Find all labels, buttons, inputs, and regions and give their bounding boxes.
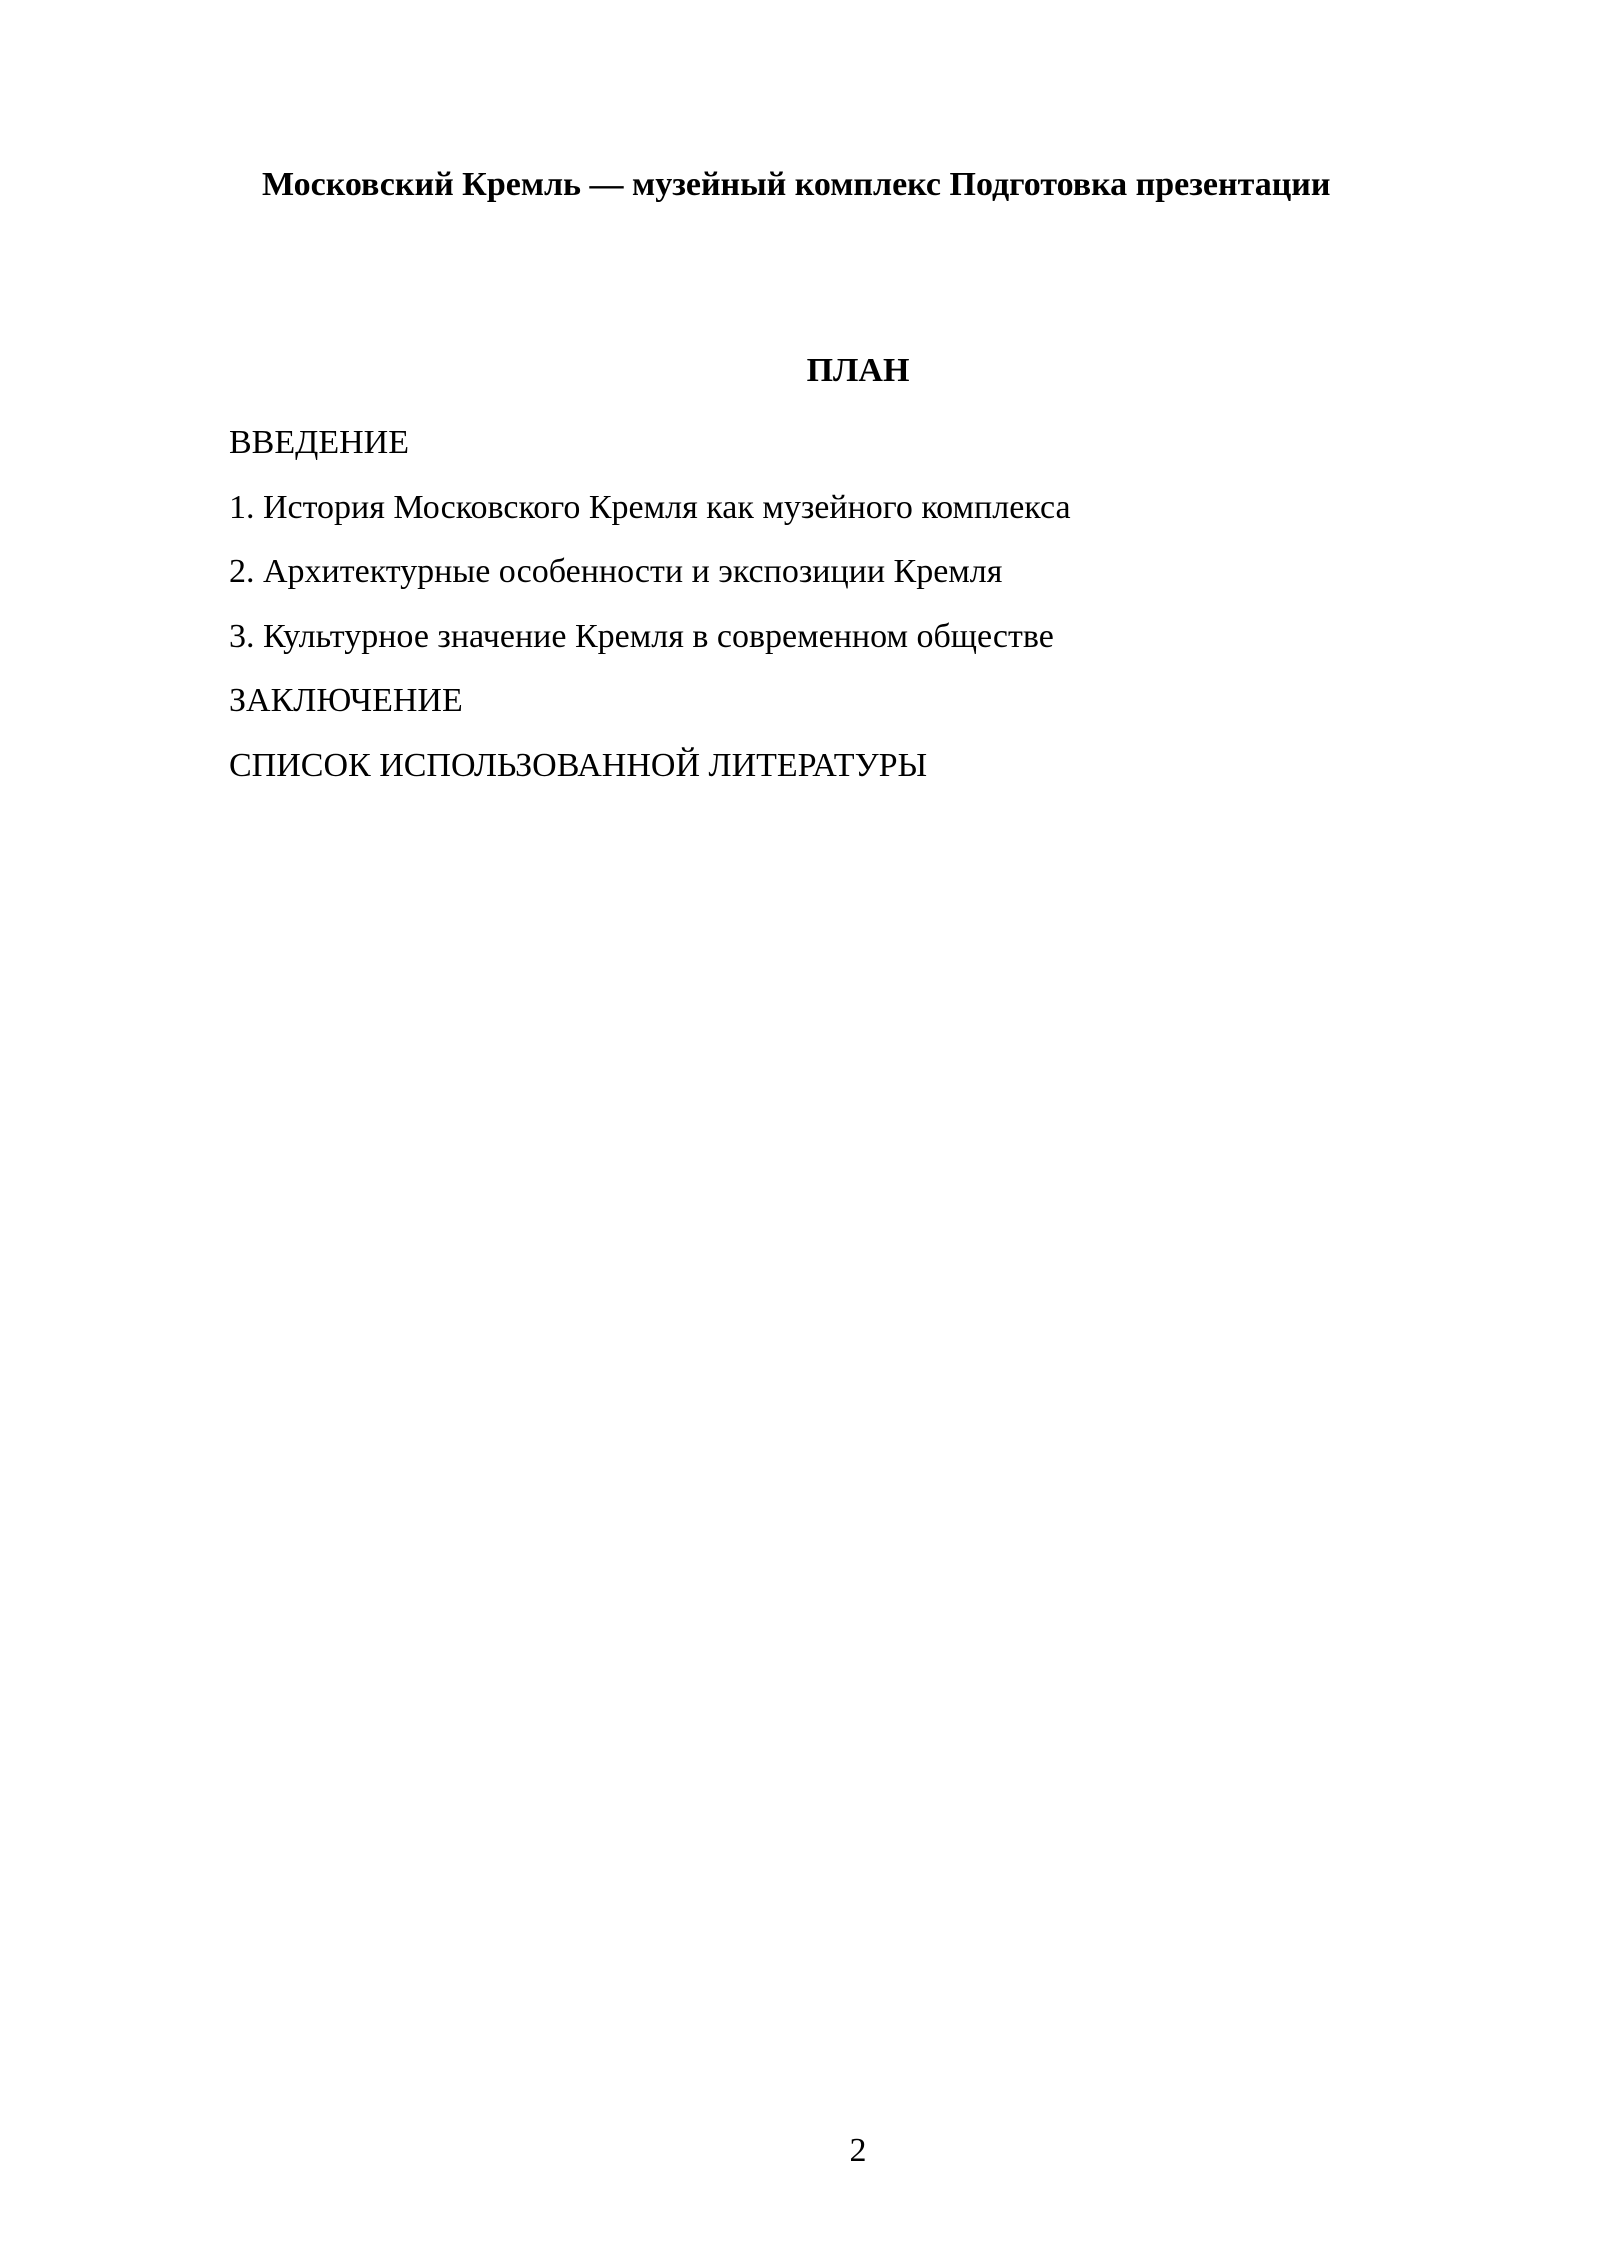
plan-list — [229, 418, 1071, 806]
plan-item-bibliography: СПИСОК ИСПОЛЬЗОВАННОЙ ЛИТЕРАТУРЫ — [229, 746, 928, 784]
plan-heading: ПЛАН — [806, 352, 910, 389]
plan-item-chapter-3: 3. Культурное значение Кремля в современном обществе — [229, 617, 1054, 655]
plan-item-introduction: ВВЕДЕНИЕ — [229, 424, 409, 461]
page-number: 2 — [849, 2132, 867, 2169]
document-title: Московский Кремль — музейный комплекс Подготовка презентации — [262, 166, 1331, 203]
plan-item-conclusion: ЗАКЛЮЧЕНИЕ — [229, 682, 463, 720]
plan-item-chapter-1: 1. История Московского Кремля как музейного комплекса — [229, 488, 1071, 526]
plan-item-chapter-2: 2. Архитектурные особенности и экспозиции Кремля — [229, 553, 1003, 591]
